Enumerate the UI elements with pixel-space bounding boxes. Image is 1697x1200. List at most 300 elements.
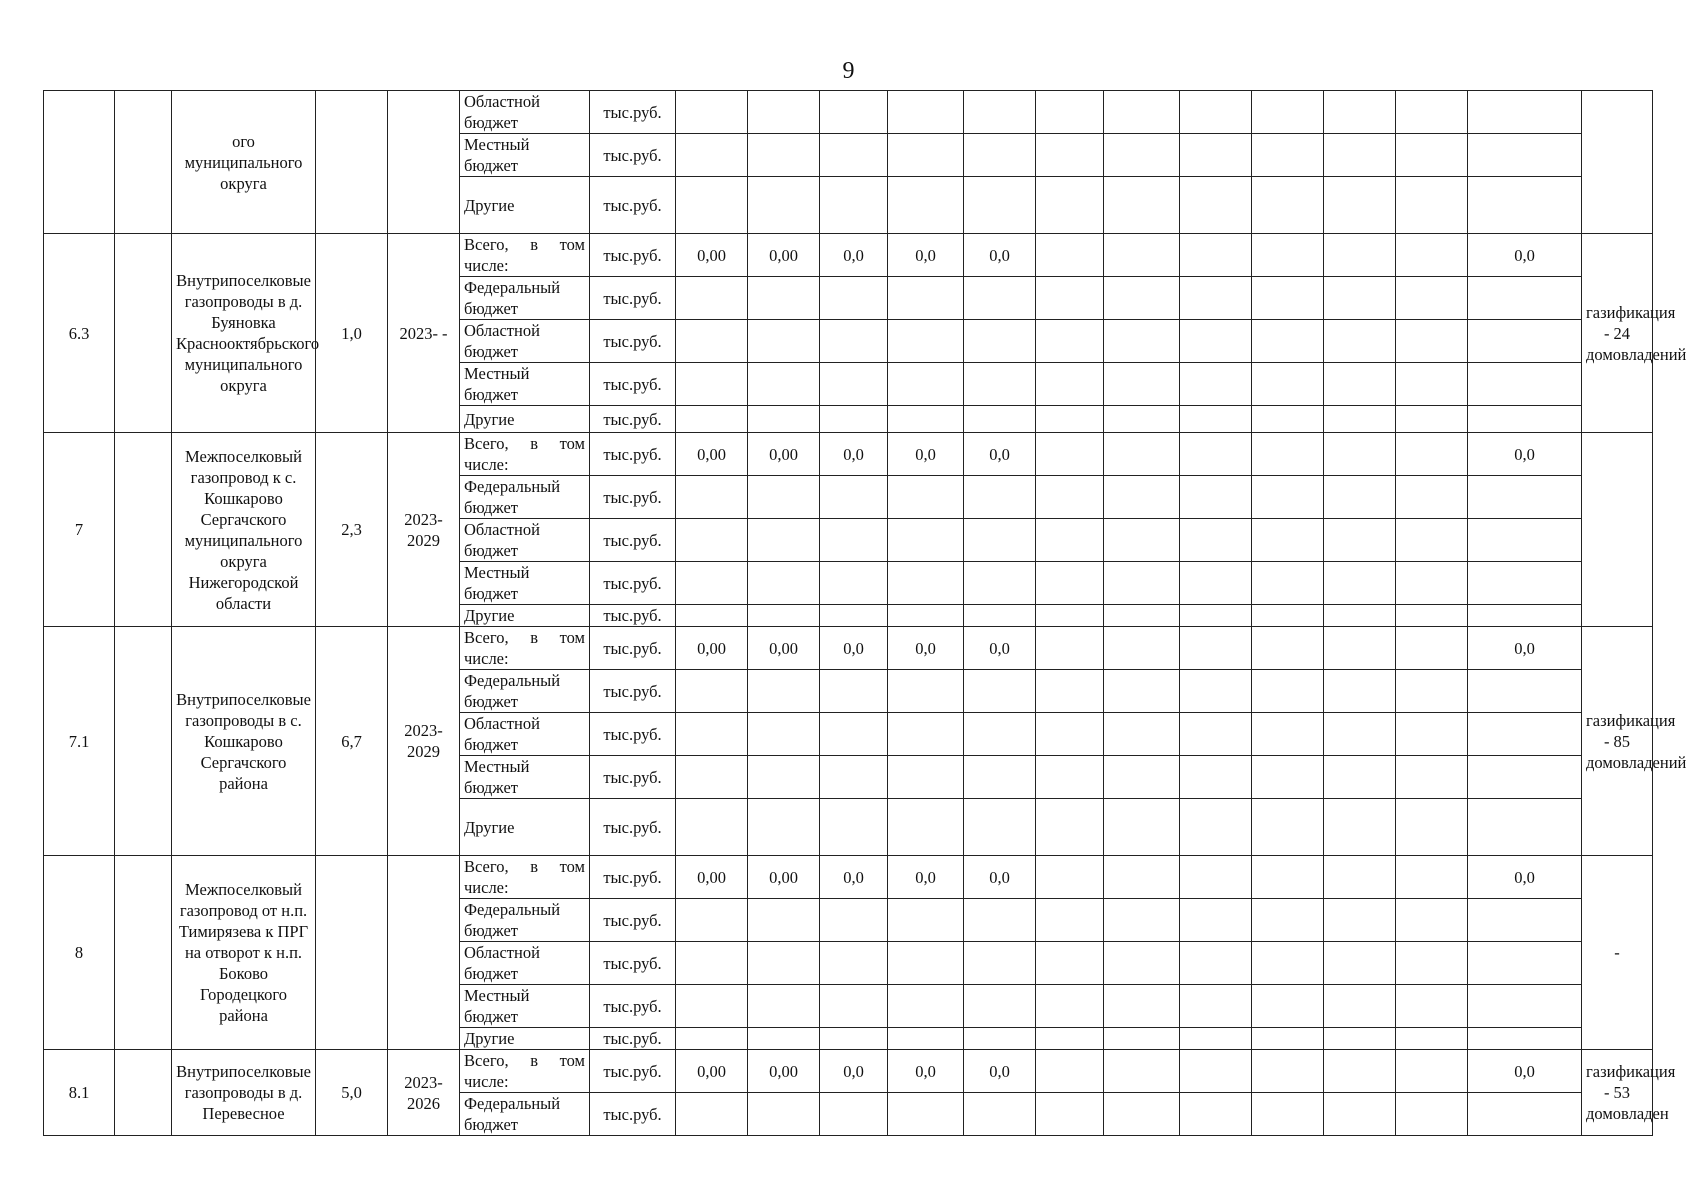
period: 2023-2029: [388, 433, 460, 627]
empty-cell: [1468, 899, 1582, 942]
value-cell: 0,00: [748, 627, 820, 670]
empty-cell: [748, 605, 820, 627]
empty-cell: [1180, 406, 1252, 433]
value-cell: 0,00: [748, 433, 820, 476]
empty-cell: [1252, 1093, 1324, 1136]
empty-cell: [888, 320, 964, 363]
empty-cell: [1252, 605, 1324, 627]
empty-cell: [964, 899, 1036, 942]
unit-cell: тыс.руб.: [590, 433, 676, 476]
empty-cell: [888, 562, 964, 605]
empty-cell: [1468, 1028, 1582, 1050]
empty-cell: [1252, 433, 1324, 476]
empty-cell: [1180, 856, 1252, 899]
empty-cell: [820, 985, 888, 1028]
empty-cell: [820, 320, 888, 363]
empty-cell: [1324, 363, 1396, 406]
program-table: [43, 90, 1687, 1136]
empty-cell: [1036, 627, 1104, 670]
empty-cell: [748, 942, 820, 985]
unit-cell: тыс.руб.: [590, 856, 676, 899]
empty-cell: [1396, 799, 1468, 856]
empty-cell: [1104, 363, 1180, 406]
empty-cell: [676, 562, 748, 605]
empty-cell: [1468, 713, 1582, 756]
empty-cell: [1252, 277, 1324, 320]
empty-cell: [1180, 627, 1252, 670]
empty-cell: [1036, 899, 1104, 942]
unit-cell: тыс.руб.: [590, 799, 676, 856]
empty-cell: [888, 899, 964, 942]
empty-cell: [964, 519, 1036, 562]
empty-cell: [964, 985, 1036, 1028]
empty-cell: [820, 942, 888, 985]
empty-cell: [1324, 899, 1396, 942]
empty-cell: [820, 406, 888, 433]
empty-cell: [1036, 756, 1104, 799]
empty-cell: [1252, 562, 1324, 605]
empty-cell: [1324, 519, 1396, 562]
object-name: Внутрипоселковые газопроводы в д. Перевесное: [172, 1050, 316, 1136]
empty-cell: [676, 899, 748, 942]
empty-cell: [1396, 519, 1468, 562]
empty-cell: [1180, 1050, 1252, 1093]
note-cell: [1582, 91, 1653, 234]
empty-cell: [1036, 476, 1104, 519]
table-row: [44, 856, 1653, 899]
empty-cell: [1180, 713, 1252, 756]
empty-cell: [1324, 562, 1396, 605]
source-federal: Федеральный бюджет: [460, 1093, 590, 1136]
empty-cell: [1396, 277, 1468, 320]
empty-cell: [115, 234, 172, 433]
empty-cell: [115, 856, 172, 1050]
empty-cell: [1324, 1093, 1396, 1136]
empty-cell: [1324, 1050, 1396, 1093]
empty-cell: [1036, 942, 1104, 985]
empty-cell: [1036, 1093, 1104, 1136]
empty-cell: [115, 91, 172, 234]
empty-cell: [1036, 519, 1104, 562]
table-row: [44, 627, 1653, 670]
empty-cell: [964, 277, 1036, 320]
empty-cell: [1104, 433, 1180, 476]
final-value: 0,0: [1468, 433, 1582, 476]
empty-cell: [820, 799, 888, 856]
empty-cell: [1324, 856, 1396, 899]
note-cell: -: [1582, 856, 1653, 1050]
final-value: 0,0: [1468, 856, 1582, 899]
empty-cell: [115, 1050, 172, 1136]
empty-cell: [1468, 605, 1582, 627]
empty-cell: [1036, 985, 1104, 1028]
empty-cell: [748, 363, 820, 406]
empty-cell: [1324, 985, 1396, 1028]
empty-cell: [1252, 627, 1324, 670]
empty-cell: [1396, 670, 1468, 713]
empty-cell: [1396, 899, 1468, 942]
empty-cell: [1396, 562, 1468, 605]
empty-cell: [1104, 406, 1180, 433]
note-cell: газификация - 53 домовладен: [1582, 1050, 1653, 1136]
empty-cell: [1036, 433, 1104, 476]
empty-cell: [820, 277, 888, 320]
unit-cell: тыс.руб.: [590, 1093, 676, 1136]
empty-cell: [820, 1028, 888, 1050]
empty-cell: [1252, 713, 1324, 756]
empty-cell: [1252, 856, 1324, 899]
empty-cell: [888, 1093, 964, 1136]
empty-cell: [1396, 363, 1468, 406]
length-km: 6,7: [316, 627, 388, 856]
empty-cell: [820, 363, 888, 406]
period: 2023- -: [388, 234, 460, 433]
empty-cell: [1324, 670, 1396, 713]
empty-cell: [1180, 605, 1252, 627]
source-local: Местный бюджет: [460, 134, 590, 177]
source-total: Всего, в том числе:: [460, 627, 590, 670]
empty-cell: [1468, 670, 1582, 713]
unit-cell: тыс.руб.: [590, 519, 676, 562]
empty-cell: [1324, 234, 1396, 277]
empty-cell: [1104, 670, 1180, 713]
source-federal: Федеральный бюджет: [460, 899, 590, 942]
empty-cell: [1396, 942, 1468, 985]
empty-cell: [1252, 406, 1324, 433]
source-regional: Областной бюджет: [460, 91, 590, 134]
empty-cell: [1104, 942, 1180, 985]
source-total: Всего, в том числе:: [460, 1050, 590, 1093]
value-cell: 0,0: [820, 433, 888, 476]
empty-cell: [1180, 985, 1252, 1028]
empty-cell: [1104, 519, 1180, 562]
final-value: 0,0: [1468, 1050, 1582, 1093]
source-federal: Федеральный бюджет: [460, 476, 590, 519]
empty-cell: [1180, 234, 1252, 277]
empty-cell: [748, 1028, 820, 1050]
value-cell: 0,00: [676, 1050, 748, 1093]
source-other: Другие: [460, 799, 590, 856]
empty-cell: [820, 605, 888, 627]
value-cell: 0,00: [676, 433, 748, 476]
empty-cell: [1180, 1028, 1252, 1050]
period: [388, 856, 460, 1050]
empty-cell: [1324, 433, 1396, 476]
source-regional: Областной бюджет: [460, 519, 590, 562]
empty-cell: [1396, 406, 1468, 433]
empty-cell: [1104, 320, 1180, 363]
empty-cell: [748, 562, 820, 605]
unit-cell: тыс.руб.: [590, 476, 676, 519]
empty-cell: [888, 756, 964, 799]
note-cell: [1582, 433, 1653, 627]
value-cell: 0,0: [820, 234, 888, 277]
empty-cell: [1396, 985, 1468, 1028]
empty-cell: [1036, 605, 1104, 627]
empty-cell: [676, 1028, 748, 1050]
unit-cell: тыс.руб.: [590, 670, 676, 713]
source-local: Местный бюджет: [460, 985, 590, 1028]
source-regional: Областной бюджет: [460, 320, 590, 363]
value-cell: 0,0: [888, 1050, 964, 1093]
row-number: 8: [44, 856, 115, 1050]
source-regional: Областной бюджет: [460, 713, 590, 756]
value-cell: 0,0: [964, 856, 1036, 899]
empty-cell: [820, 562, 888, 605]
empty-cell: [888, 519, 964, 562]
empty-cell: [748, 899, 820, 942]
empty-cell: [1252, 985, 1324, 1028]
unit-cell: тыс.руб.: [590, 605, 676, 627]
empty-cell: [1104, 277, 1180, 320]
empty-cell: [1468, 476, 1582, 519]
empty-cell: [748, 985, 820, 1028]
length-km: [316, 856, 388, 1050]
empty-cell: [888, 985, 964, 1028]
length-km: 5,0: [316, 1050, 388, 1136]
empty-cell: [888, 363, 964, 406]
empty-cell: [964, 670, 1036, 713]
value-cell: 0,0: [820, 856, 888, 899]
empty-cell: [748, 406, 820, 433]
unit-cell: тыс.руб.: [590, 562, 676, 605]
empty-cell: [676, 363, 748, 406]
empty-cell: [1324, 627, 1396, 670]
period: 2023-2026: [388, 1050, 460, 1136]
empty-cell: [676, 799, 748, 856]
empty-cell: [1180, 899, 1252, 942]
empty-cell: [676, 756, 748, 799]
empty-cell: [1036, 562, 1104, 605]
value-cell: 0,00: [676, 856, 748, 899]
empty-cell: [1180, 519, 1252, 562]
empty-cell: [1180, 476, 1252, 519]
length-cell: [316, 91, 388, 234]
empty-cell: [1180, 1093, 1252, 1136]
value-cell: 0,0: [964, 627, 1036, 670]
empty-cell: [748, 519, 820, 562]
empty-cell: [1036, 1028, 1104, 1050]
empty-cell: [888, 670, 964, 713]
value-cell: 0,00: [748, 1050, 820, 1093]
empty-cell: [1104, 985, 1180, 1028]
final-value: 0,0: [1468, 627, 1582, 670]
empty-cell: [1324, 942, 1396, 985]
empty-cell: [1324, 605, 1396, 627]
empty-cell: [748, 320, 820, 363]
row-number: 6.3: [44, 234, 115, 433]
length-km: 1,0: [316, 234, 388, 433]
empty-cell: [1104, 476, 1180, 519]
empty-cell: [1036, 1050, 1104, 1093]
unit-cell: тыс.руб.: [590, 899, 676, 942]
empty-cell: [1180, 942, 1252, 985]
unit-cell: тыс.руб.: [590, 756, 676, 799]
empty-cell: [1396, 234, 1468, 277]
empty-cell: [1396, 1028, 1468, 1050]
empty-cell: [964, 562, 1036, 605]
empty-cell: [1252, 799, 1324, 856]
note-cell: газификация - 85 домовладений: [1582, 627, 1653, 856]
empty-cell: [820, 899, 888, 942]
empty-cell: [1324, 799, 1396, 856]
empty-cell: [676, 320, 748, 363]
empty-cell: [1104, 1050, 1180, 1093]
empty-cell: [1180, 756, 1252, 799]
empty-cell: [676, 406, 748, 433]
source-local: Местный бюджет: [460, 363, 590, 406]
source-total: Всего, в том числе:: [460, 234, 590, 277]
table-row: [44, 91, 1653, 134]
source-other: Другие: [460, 605, 590, 627]
table-row: [44, 234, 1653, 277]
empty-cell: [115, 627, 172, 856]
empty-cell: [964, 799, 1036, 856]
final-value: 0,0: [1468, 234, 1582, 277]
empty-cell: [1252, 519, 1324, 562]
empty-cell: [748, 799, 820, 856]
empty-cell: [1036, 713, 1104, 756]
period: 2023-2029: [388, 627, 460, 856]
empty-cell: [820, 519, 888, 562]
empty-cell: [888, 406, 964, 433]
empty-cell: [1396, 320, 1468, 363]
unit-cell: тыс.руб.: [590, 177, 676, 234]
empty-cell: [1180, 277, 1252, 320]
note-cell: газификация - 24 домовладений: [1582, 234, 1653, 433]
empty-cell: [1252, 1028, 1324, 1050]
empty-cell: [748, 1093, 820, 1136]
empty-cell: [1104, 1028, 1180, 1050]
empty-cell: [964, 476, 1036, 519]
unit-cell: тыс.руб.: [590, 234, 676, 277]
empty-cell: [1252, 1050, 1324, 1093]
empty-cell: [1396, 433, 1468, 476]
unit-cell: тыс.руб.: [590, 942, 676, 985]
unit-cell: тыс.руб.: [590, 277, 676, 320]
table-row: [44, 433, 1653, 476]
empty-cell: [888, 1028, 964, 1050]
table-row: [44, 1050, 1653, 1093]
empty-cell: [820, 1093, 888, 1136]
empty-cell: [676, 277, 748, 320]
empty-cell: [1252, 899, 1324, 942]
unit-cell: тыс.руб.: [590, 91, 676, 134]
empty-cell: [1468, 985, 1582, 1028]
empty-cell: [748, 756, 820, 799]
unit-cell: тыс.руб.: [590, 1028, 676, 1050]
page-number: 9: [842, 58, 855, 84]
value-cell: 0,0: [964, 433, 1036, 476]
source-other: Другие: [460, 1028, 590, 1050]
empty-cell: [1104, 899, 1180, 942]
empty-cell: [1468, 756, 1582, 799]
source-regional: Областной бюджет: [460, 942, 590, 985]
empty-cell: [1468, 942, 1582, 985]
empty-cell: [1396, 627, 1468, 670]
empty-cell: [1036, 277, 1104, 320]
unit-cell: тыс.руб.: [590, 985, 676, 1028]
empty-cell: [1324, 277, 1396, 320]
empty-cell: [820, 713, 888, 756]
source-total: Всего, в том числе:: [460, 433, 590, 476]
empty-cell: [888, 277, 964, 320]
empty-cell: [1104, 562, 1180, 605]
empty-cell: [748, 476, 820, 519]
value-cell: 0,0: [820, 627, 888, 670]
empty-cell: [888, 713, 964, 756]
empty-cell: [1104, 605, 1180, 627]
value-cell: 0,0: [888, 627, 964, 670]
empty-cell: [1396, 476, 1468, 519]
empty-cell: [1180, 799, 1252, 856]
empty-cell: [964, 756, 1036, 799]
source-local: Местный бюджет: [460, 562, 590, 605]
empty-cell: [1036, 670, 1104, 713]
empty-cell: [1036, 320, 1104, 363]
value-cell: 0,0: [888, 433, 964, 476]
empty-cell: [676, 1093, 748, 1136]
object-name: Внутрипоселковые газопроводы в д. Буяновка Краснооктябрьского муниципального округа: [172, 234, 316, 433]
empty-cell: [1324, 1028, 1396, 1050]
unit-cell: тыс.руб.: [590, 1050, 676, 1093]
empty-cell: [676, 985, 748, 1028]
row-number: 7: [44, 433, 115, 627]
value-cell: 0,00: [676, 234, 748, 277]
empty-cell: [1104, 627, 1180, 670]
table-body: [44, 91, 1687, 1136]
empty-cell: [676, 476, 748, 519]
empty-cell: [676, 942, 748, 985]
empty-cell: [1396, 713, 1468, 756]
empty-cell: [820, 756, 888, 799]
empty-cell: [115, 433, 172, 627]
empty-cell: [964, 713, 1036, 756]
empty-cell: [1324, 476, 1396, 519]
empty-cell: [964, 1028, 1036, 1050]
unit-cell: тыс.руб.: [590, 406, 676, 433]
empty-cell: [748, 713, 820, 756]
value-cell: 0,00: [748, 234, 820, 277]
empty-cell: [1252, 363, 1324, 406]
empty-cell: [1252, 756, 1324, 799]
empty-cell: [1036, 363, 1104, 406]
unit-cell: тыс.руб.: [590, 627, 676, 670]
empty-cell: [1104, 856, 1180, 899]
period-cell: [388, 91, 460, 234]
empty-cell: [1036, 856, 1104, 899]
empty-cell: [1468, 1093, 1582, 1136]
object-name: Межпоселковый газопровод от н.п. Тимирязева к ПРГ на отворот к н.п. Боково Городецкого района: [172, 856, 316, 1050]
empty-cell: [1324, 320, 1396, 363]
empty-cell: [1252, 942, 1324, 985]
empty-cell: [1036, 799, 1104, 856]
empty-cell: [1252, 670, 1324, 713]
source-other: Другие: [460, 406, 590, 433]
empty-cell: [1252, 234, 1324, 277]
empty-cell: [1324, 756, 1396, 799]
source-federal: Федеральный бюджет: [460, 670, 590, 713]
empty-cell: [820, 476, 888, 519]
empty-cell: [1324, 713, 1396, 756]
empty-cell: [1180, 670, 1252, 713]
empty-cell: [1180, 562, 1252, 605]
source-total: Всего, в том числе:: [460, 856, 590, 899]
empty-cell: [964, 320, 1036, 363]
unit-cell: тыс.руб.: [590, 363, 676, 406]
source-federal: Федеральный бюджет: [460, 277, 590, 320]
object-name: ого муниципального округа: [172, 91, 316, 234]
